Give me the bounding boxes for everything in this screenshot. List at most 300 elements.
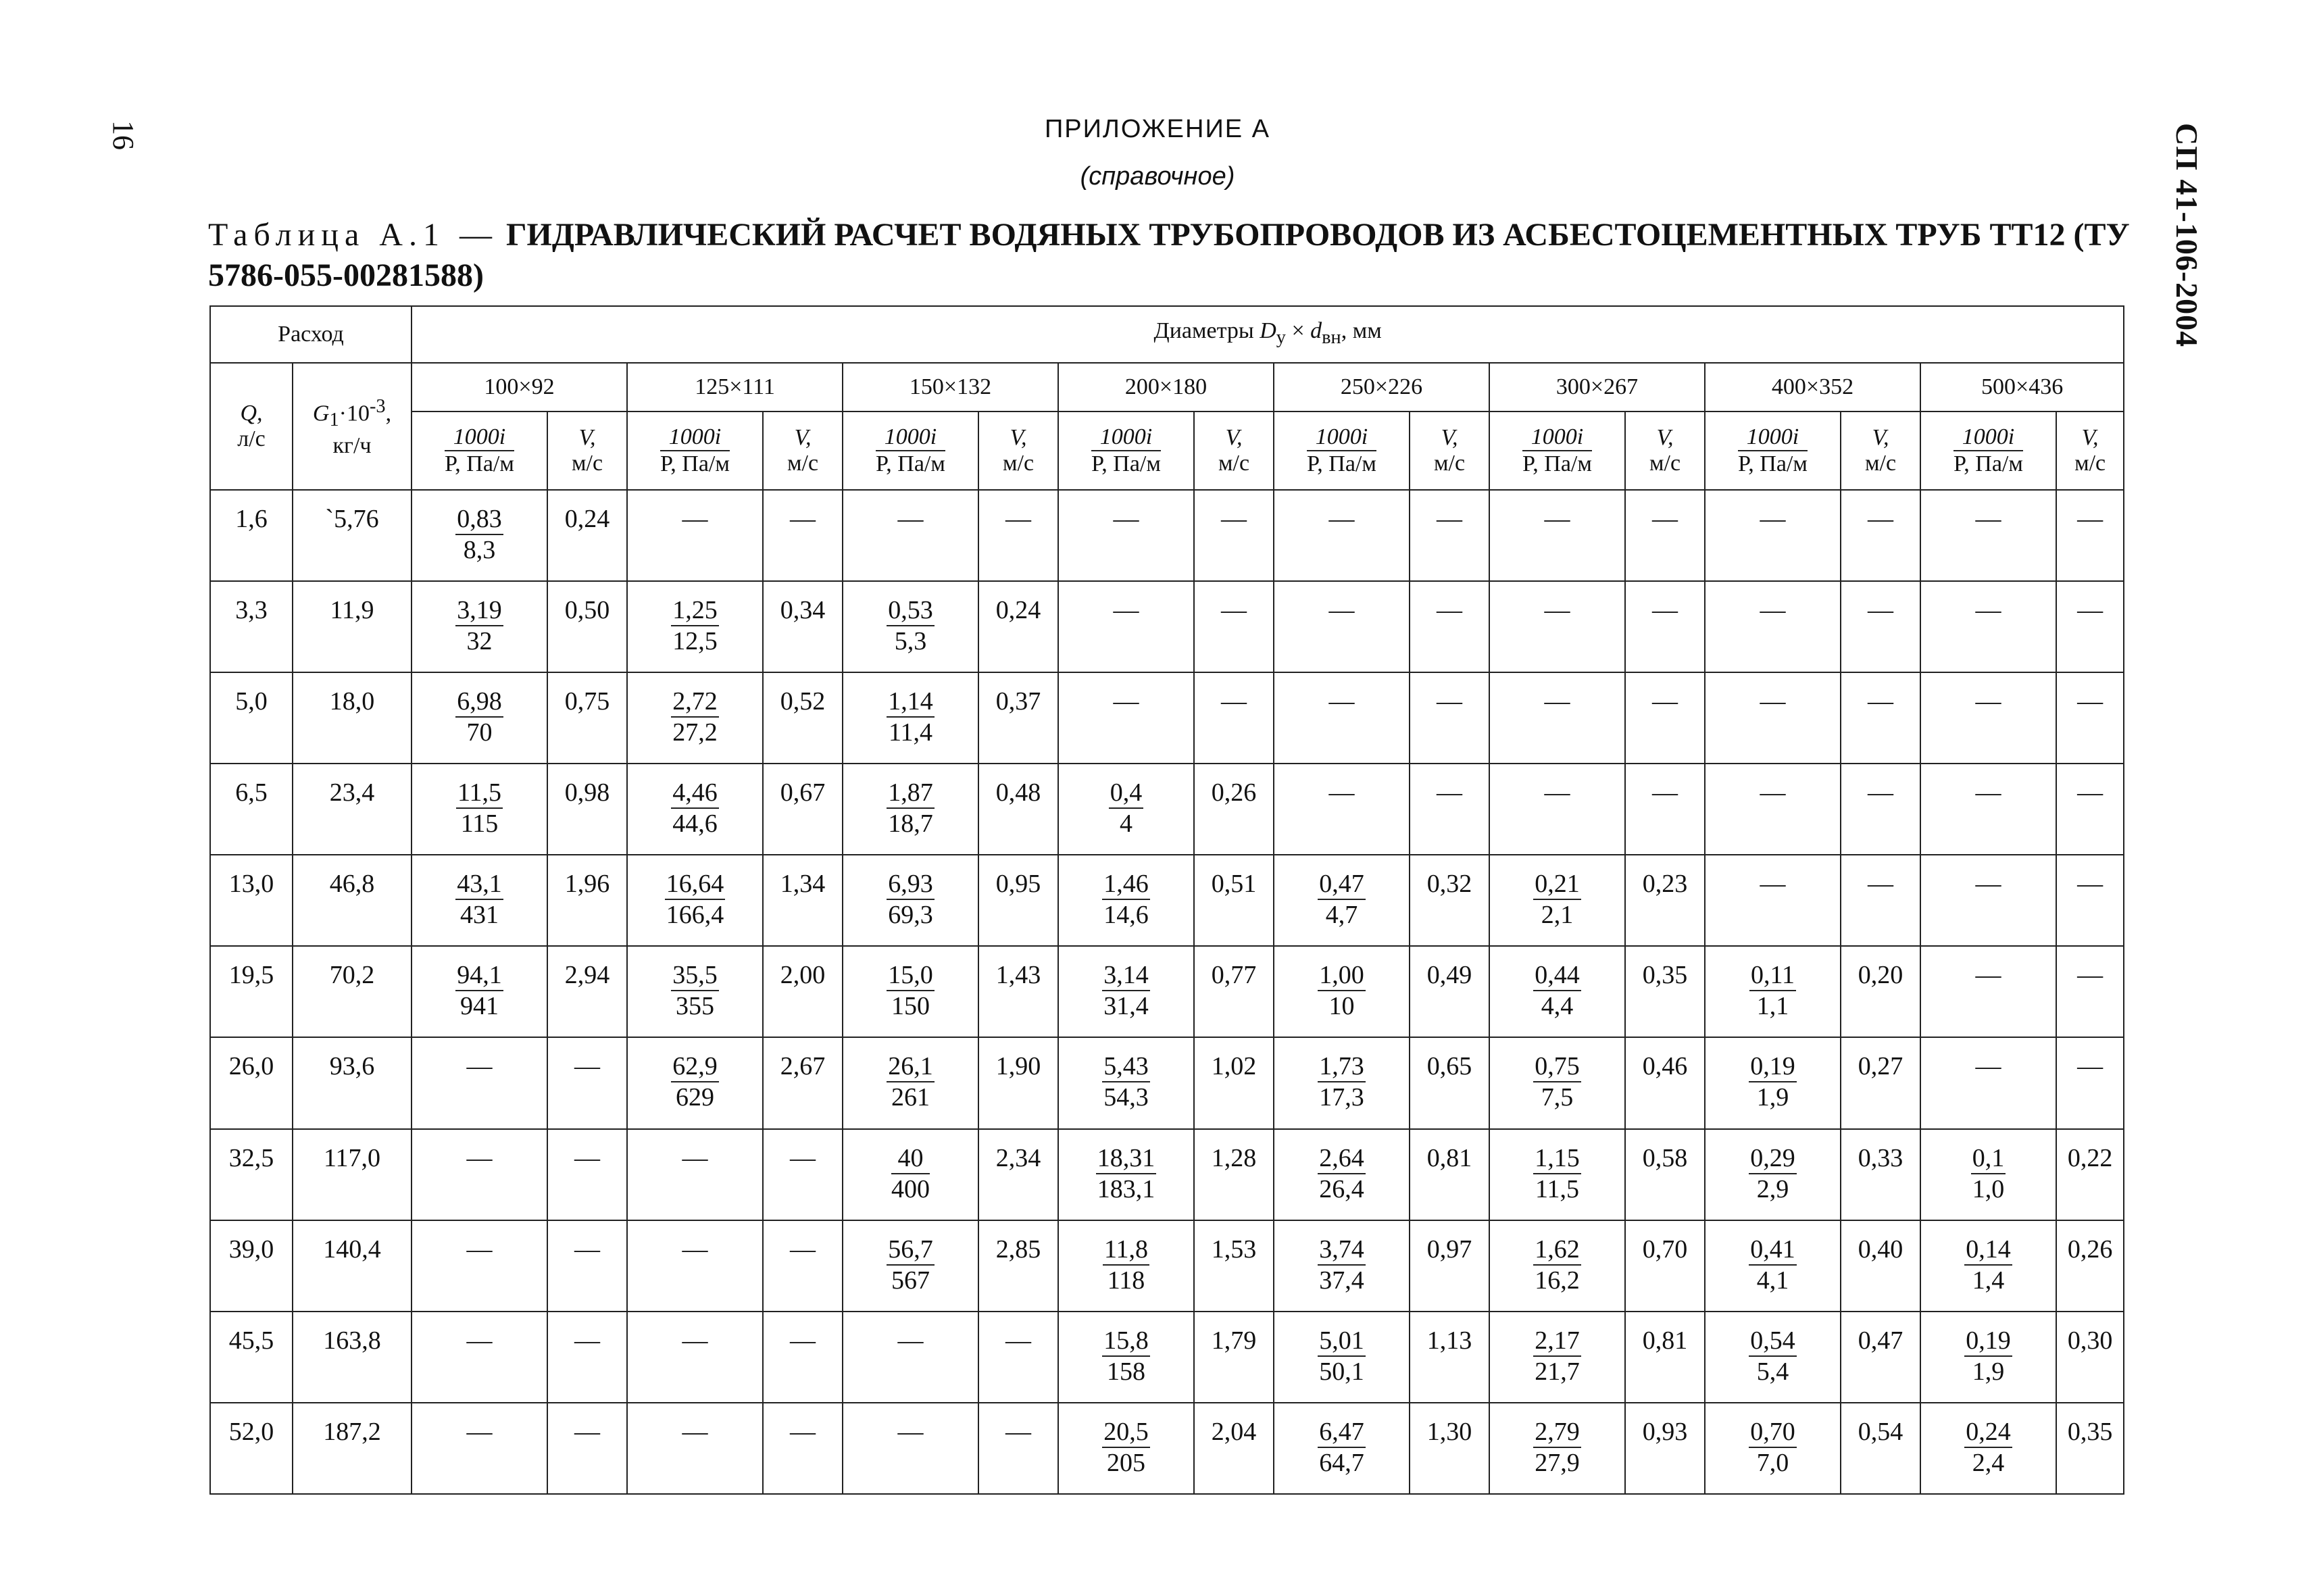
loss-fraction — [1318, 1417, 1366, 1478]
q-unit: л/с — [237, 426, 266, 451]
loss-pa-per-m: 7,0 — [1756, 1448, 1789, 1477]
loss-pa-per-m: 629 — [676, 1083, 715, 1112]
loss-fraction — [1533, 960, 1581, 1021]
pressure-loss-cell — [627, 1129, 763, 1220]
header-frac-den: P, Па/м — [1953, 451, 2023, 476]
pressure-loss-cell — [843, 764, 978, 855]
pressure-loss-cell — [1705, 764, 1841, 855]
loss-fraction — [455, 687, 503, 747]
pressure-loss-cell — [412, 672, 547, 764]
empty-dash: — — [1544, 778, 1570, 807]
loss-pa-per-m: 4,7 — [1325, 901, 1358, 930]
loss-fraction — [1102, 1326, 1150, 1387]
loss-1000i: 35,5 — [671, 960, 719, 991]
header-frac-num: 1000i — [1091, 424, 1161, 451]
pressure-loss-cell — [1705, 1312, 1841, 1403]
empty-dash: — — [466, 1326, 493, 1355]
loss-pa-per-m: 11,4 — [888, 718, 933, 747]
empty-dash: — — [1544, 687, 1570, 716]
velocity-cell: 0,47 — [1841, 1312, 1920, 1403]
flow-g-cell: 11,9 — [293, 581, 412, 672]
velocity-header — [1625, 412, 1705, 490]
velocity-cell: 0,23 — [1625, 855, 1705, 946]
loss-fraction — [1533, 1051, 1581, 1112]
loss-1000i: 3,14 — [1102, 960, 1150, 991]
pressure-loss-cell — [1058, 581, 1194, 672]
loss-pa-per-m: 166,4 — [666, 901, 724, 930]
flow-q-cell: 45,5 — [210, 1312, 293, 1403]
flow-group-header: Расход — [210, 306, 412, 363]
empty-dash: — — [1975, 870, 2001, 899]
pressure-loss-cell — [843, 1403, 978, 1494]
pressure-loss-cell — [1920, 581, 2056, 672]
pressure-loss-cell — [1489, 946, 1625, 1037]
loss-1000i: 1,00 — [1318, 960, 1366, 991]
header-row-3 — [210, 412, 2124, 490]
empty-dash: — — [682, 1235, 708, 1264]
velocity-cell: 0,26 — [2056, 1220, 2124, 1312]
velocity-cell: — — [763, 1403, 843, 1494]
velocity-label: V, — [578, 425, 596, 450]
loss-pa-per-m: 18,7 — [888, 809, 933, 839]
velocity-cell: 0,48 — [978, 764, 1058, 855]
pressure-loss-cell — [1489, 855, 1625, 946]
pressure-loss-cell — [627, 490, 763, 581]
loss-1000i: 1,14 — [887, 687, 935, 718]
loss-1000i: 11,8 — [1103, 1235, 1149, 1266]
loss-pa-per-m: 64,7 — [1319, 1448, 1364, 1477]
header-row-1 — [210, 306, 2124, 363]
header-frac-num: 1000i — [876, 424, 945, 451]
velocity-cell: — — [2056, 764, 2124, 855]
q-label: Q, — [240, 401, 263, 426]
velocity-cell: 1,96 — [547, 855, 627, 946]
loss-fraction — [671, 687, 719, 747]
pressure-loss-cell — [1274, 764, 1410, 855]
pressure-loss-header — [843, 412, 978, 490]
velocity-cell: 0,70 — [1625, 1220, 1705, 1312]
loss-pa-per-m: 8,3 — [463, 536, 496, 564]
loss-pa-per-m: 158 — [1107, 1357, 1146, 1386]
loss-fraction — [455, 869, 503, 930]
loss-1000i: 62,9 — [671, 1051, 719, 1082]
velocity-header — [1841, 412, 1920, 490]
empty-dash: — — [466, 1235, 493, 1264]
pressure-loss-cell — [1058, 946, 1194, 1037]
loss-fraction — [671, 595, 719, 656]
pressure-loss-header — [1274, 412, 1410, 490]
loss-1000i: 56,7 — [887, 1235, 935, 1266]
loss-pa-per-m: 355 — [676, 992, 715, 1021]
velocity-unit: м/с — [1649, 451, 1681, 476]
table-row — [210, 1129, 2124, 1220]
pressure-loss-cell — [1489, 1312, 1625, 1403]
velocity-cell: 0,24 — [547, 490, 627, 581]
pressure-loss-cell — [412, 855, 547, 946]
loss-fraction — [1318, 960, 1366, 1021]
diam-D-sub: y — [1276, 326, 1286, 348]
loss-1000i: 1,25 — [671, 595, 719, 626]
flow-q-cell: 19,5 — [210, 946, 293, 1037]
loss-fraction — [887, 960, 935, 1021]
pressure-loss-cell — [1274, 672, 1410, 764]
loss-1000i: 1,46 — [1102, 869, 1150, 900]
loss-fraction — [1096, 1143, 1157, 1204]
pressure-loss-cell — [1489, 764, 1625, 855]
velocity-cell: — — [2056, 946, 2124, 1037]
loss-fraction — [887, 1051, 935, 1112]
empty-dash: — — [1975, 961, 2001, 990]
empty-dash: — — [1975, 778, 2001, 807]
pressure-loss-cell — [1920, 764, 2056, 855]
velocity-header — [547, 412, 627, 490]
empty-dash: — — [1113, 687, 1139, 716]
pressure-loss-cell — [627, 1403, 763, 1494]
header-frac-num: 1000i — [1953, 424, 2023, 451]
velocity-cell: — — [1841, 581, 1920, 672]
pressure-loss-cell — [1274, 490, 1410, 581]
loss-fraction — [1102, 960, 1150, 1021]
loss-fraction — [1109, 778, 1144, 839]
loss-fraction — [887, 687, 935, 747]
pressure-loss-cell — [1705, 946, 1841, 1037]
flow-g-cell: 70,2 — [293, 946, 412, 1037]
loss-fraction — [1749, 1051, 1797, 1112]
loss-pa-per-m: 1,1 — [1756, 992, 1789, 1021]
velocity-cell: — — [1625, 672, 1705, 764]
pressure-loss-cell — [1920, 490, 2056, 581]
loss-fraction — [1318, 869, 1366, 930]
table-row — [210, 1037, 2124, 1128]
pressure-loss-cell — [1705, 1403, 1841, 1494]
flow-g-cell: 117,0 — [293, 1129, 412, 1220]
loss-fraction — [1749, 1417, 1797, 1478]
velocity-cell: 0,67 — [763, 764, 843, 855]
loss-pa-per-m: 183,1 — [1097, 1174, 1155, 1203]
loss-fraction — [1102, 869, 1150, 930]
header-fraction — [876, 424, 945, 477]
pressure-loss-header — [1058, 412, 1194, 490]
header-row-2 — [210, 363, 2124, 412]
velocity-cell: — — [978, 490, 1058, 581]
g-sub: 1 — [329, 409, 339, 431]
loss-fraction — [1318, 1235, 1366, 1295]
loss-1000i: 43,1 — [455, 869, 503, 900]
flow-q-cell: 32,5 — [210, 1129, 293, 1220]
loss-1000i: 6,98 — [455, 687, 503, 718]
loss-pa-per-m: 205 — [1107, 1448, 1146, 1477]
flow-q-cell: 52,0 — [210, 1403, 293, 1494]
empty-dash: — — [1113, 505, 1139, 533]
loss-1000i: 40 — [891, 1143, 930, 1174]
loss-1000i: 0,47 — [1318, 869, 1366, 900]
loss-pa-per-m: 14,6 — [1103, 901, 1149, 930]
velocity-cell: — — [547, 1220, 627, 1312]
loss-1000i: 11,5 — [456, 778, 503, 809]
header-frac-num: 1000i — [1738, 424, 1808, 451]
loss-fraction — [1102, 1417, 1150, 1478]
header-fraction — [1738, 424, 1808, 477]
loss-1000i: 0,1 — [1971, 1143, 2006, 1174]
velocity-cell: 2,67 — [763, 1037, 843, 1128]
diameter-header: 150×132 — [843, 363, 1058, 412]
appendix-title: ПРИЛОЖЕНИЕ А — [1044, 115, 1271, 143]
empty-dash: — — [1975, 505, 2001, 533]
velocity-cell: 0,35 — [2056, 1403, 2124, 1494]
loss-1000i: 1,87 — [887, 778, 935, 809]
pressure-loss-cell — [1489, 1129, 1625, 1220]
loss-fraction — [1533, 1235, 1581, 1295]
pressure-loss-cell — [1920, 1312, 2056, 1403]
empty-dash: — — [1328, 596, 1355, 625]
loss-1000i: 0,53 — [887, 595, 935, 626]
g-mult: ·10 — [339, 401, 370, 426]
pressure-loss-cell — [1705, 1129, 1841, 1220]
velocity-cell: — — [2056, 672, 2124, 764]
velocity-cell: — — [1410, 490, 1489, 581]
flow-g-cell: 18,0 — [293, 672, 412, 764]
velocity-cell: 1,30 — [1410, 1403, 1489, 1494]
loss-1000i: 0,70 — [1749, 1417, 1797, 1448]
header-frac-num: 1000i — [445, 424, 514, 451]
empty-dash: — — [466, 1143, 493, 1172]
loss-1000i: 0,11 — [1749, 960, 1796, 991]
velocity-cell: 0,26 — [1194, 764, 1274, 855]
velocity-label: V, — [1872, 425, 1889, 450]
pressure-loss-cell — [1705, 490, 1841, 581]
velocity-cell: — — [763, 490, 843, 581]
loss-pa-per-m: 4,1 — [1756, 1266, 1789, 1295]
velocity-cell: — — [1625, 490, 1705, 581]
pressure-loss-cell — [1705, 1037, 1841, 1128]
velocity-cell: — — [2056, 1037, 2124, 1128]
loss-1000i: 1,15 — [1533, 1143, 1581, 1174]
flow-q-cell: 5,0 — [210, 672, 293, 764]
pressure-loss-cell — [412, 1403, 547, 1494]
diameter-header: 250×226 — [1274, 363, 1489, 412]
loss-fraction — [665, 869, 726, 930]
pressure-loss-cell — [1274, 855, 1410, 946]
loss-pa-per-m: 70 — [466, 718, 493, 747]
loss-pa-per-m: 115 — [460, 809, 499, 839]
g-exp: -3 — [369, 395, 386, 417]
flow-g-cell: 140,4 — [293, 1220, 412, 1312]
empty-dash: — — [897, 1326, 924, 1355]
velocity-cell: 1,34 — [763, 855, 843, 946]
loss-pa-per-m: 941 — [460, 992, 499, 1021]
velocity-cell: 0,77 — [1194, 946, 1274, 1037]
loss-pa-per-m: 27,9 — [1535, 1448, 1580, 1477]
loss-pa-per-m: 11,5 — [1535, 1174, 1580, 1203]
velocity-cell: 0,58 — [1625, 1129, 1705, 1220]
diameter-header: 200×180 — [1058, 363, 1274, 412]
loss-1000i: 0,75 — [1533, 1051, 1581, 1082]
header-frac-den: P, Па/м — [660, 451, 730, 476]
table-row — [210, 672, 2124, 764]
empty-dash: — — [682, 1417, 708, 1446]
loss-1000i: 0,14 — [1964, 1235, 2012, 1266]
empty-dash: — — [682, 1326, 708, 1355]
pressure-loss-cell — [1489, 490, 1625, 581]
pressure-loss-cell — [1705, 672, 1841, 764]
loss-1000i: 0,44 — [1533, 960, 1581, 991]
header-frac-den: P, Па/м — [1738, 451, 1808, 476]
loss-1000i: 0,21 — [1533, 869, 1581, 900]
velocity-unit: м/с — [1218, 451, 1250, 476]
pressure-loss-cell — [843, 1220, 978, 1312]
header-frac-den: P, Па/м — [445, 451, 514, 476]
loss-pa-per-m: 2,9 — [1756, 1174, 1789, 1203]
loss-pa-per-m: 32 — [466, 627, 493, 656]
table-row — [210, 855, 2124, 946]
flow-q-cell: 13,0 — [210, 855, 293, 946]
pressure-loss-cell — [412, 490, 547, 581]
pressure-loss-cell — [1058, 1129, 1194, 1220]
loss-pa-per-m: 16,2 — [1535, 1266, 1580, 1295]
loss-1000i: 3,74 — [1318, 1235, 1366, 1266]
loss-1000i: 3,19 — [455, 595, 503, 626]
pressure-loss-cell — [1058, 490, 1194, 581]
loss-pa-per-m: 26,4 — [1319, 1174, 1364, 1203]
loss-1000i: 5,43 — [1102, 1051, 1150, 1082]
pressure-loss-cell — [412, 581, 547, 672]
flow-q-cell: 39,0 — [210, 1220, 293, 1312]
pressure-loss-cell — [412, 946, 547, 1037]
empty-dash: — — [1975, 687, 2001, 716]
velocity-cell: — — [763, 1312, 843, 1403]
velocity-cell: — — [1194, 581, 1274, 672]
caption-prefix: Таблица А.1 — — [208, 217, 498, 253]
loss-1000i: 15,8 — [1102, 1326, 1150, 1357]
velocity-cell: — — [1194, 490, 1274, 581]
loss-1000i: 1,73 — [1318, 1051, 1366, 1082]
loss-1000i: 15,0 — [887, 960, 935, 991]
velocity-cell: 1,53 — [1194, 1220, 1274, 1312]
velocity-header — [978, 412, 1058, 490]
velocity-cell: 2,00 — [763, 946, 843, 1037]
velocity-cell: 0,95 — [978, 855, 1058, 946]
diameter-header: 125×111 — [627, 363, 843, 412]
diameter-header: 500×436 — [1920, 363, 2124, 412]
velocity-cell: — — [2056, 581, 2124, 672]
loss-fraction — [456, 778, 503, 839]
diam-D: D — [1260, 318, 1276, 344]
pressure-loss-cell — [843, 855, 978, 946]
loss-fraction — [1318, 1143, 1366, 1204]
velocity-cell: — — [1841, 672, 1920, 764]
empty-dash: — — [1975, 1052, 2001, 1081]
pressure-loss-cell — [1274, 1403, 1410, 1494]
empty-dash: — — [1760, 596, 1786, 625]
diam-d: d — [1310, 318, 1322, 344]
velocity-label: V, — [1010, 425, 1027, 450]
pressure-loss-cell — [1705, 1220, 1841, 1312]
velocity-cell: — — [763, 1220, 843, 1312]
velocity-label: V, — [1225, 425, 1243, 450]
velocity-cell: 0,75 — [547, 672, 627, 764]
flow-q-cell: 26,0 — [210, 1037, 293, 1128]
header-fraction — [1522, 424, 1592, 477]
empty-dash: — — [897, 505, 924, 533]
header-frac-num: 1000i — [1522, 424, 1592, 451]
pressure-loss-header — [1920, 412, 2056, 490]
velocity-cell: 0,30 — [2056, 1312, 2124, 1403]
pressure-loss-cell — [627, 946, 763, 1037]
velocity-cell: — — [1625, 764, 1705, 855]
velocity-cell: 1,90 — [978, 1037, 1058, 1128]
velocity-cell: — — [547, 1129, 627, 1220]
velocity-cell: 1,13 — [1410, 1312, 1489, 1403]
loss-pa-per-m: 17,3 — [1319, 1083, 1364, 1112]
loss-pa-per-m: 261 — [891, 1083, 930, 1112]
loss-pa-per-m: 118 — [1107, 1266, 1145, 1295]
loss-pa-per-m: 10 — [1328, 992, 1355, 1021]
diam-d-sub: вн — [1322, 326, 1341, 348]
velocity-cell: 0,33 — [1841, 1129, 1920, 1220]
velocity-cell: — — [1194, 672, 1274, 764]
loss-fraction — [1749, 960, 1796, 1021]
velocity-cell: 0,52 — [763, 672, 843, 764]
pressure-loss-cell — [843, 1129, 978, 1220]
table-row — [210, 1312, 2124, 1403]
loss-fraction — [671, 960, 719, 1021]
velocity-cell: 0,24 — [978, 581, 1058, 672]
pressure-loss-cell — [1489, 1037, 1625, 1128]
empty-dash: — — [466, 1417, 493, 1446]
header-frac-den: P, Па/м — [876, 451, 945, 476]
diameter-header: 400×352 — [1705, 363, 1920, 412]
empty-dash: — — [682, 505, 708, 533]
pressure-loss-cell — [1274, 1220, 1410, 1312]
velocity-cell: 1,28 — [1194, 1129, 1274, 1220]
loss-pa-per-m: 44,6 — [672, 809, 718, 839]
pressure-loss-header — [412, 412, 547, 490]
header-fraction — [1091, 424, 1161, 477]
pressure-loss-cell — [1058, 1220, 1194, 1312]
velocity-unit: м/с — [1433, 451, 1466, 476]
loss-pa-per-m: 1,9 — [1756, 1083, 1789, 1112]
loss-1000i: 4,46 — [671, 778, 719, 809]
pressure-loss-cell — [1058, 1403, 1194, 1494]
velocity-cell: 0,97 — [1410, 1220, 1489, 1312]
velocity-cell: 1,43 — [978, 946, 1058, 1037]
empty-dash: — — [682, 1143, 708, 1172]
loss-pa-per-m: 431 — [460, 901, 499, 930]
velocity-cell: 0,65 — [1410, 1037, 1489, 1128]
loss-1000i: 0,54 — [1749, 1326, 1797, 1357]
loss-pa-per-m: 567 — [891, 1266, 930, 1295]
g-label: G — [312, 401, 330, 426]
pressure-loss-cell — [1489, 1220, 1625, 1312]
velocity-cell: 0,81 — [1410, 1129, 1489, 1220]
header-fraction — [1953, 424, 2023, 477]
loss-1000i: 0,19 — [1964, 1326, 2012, 1357]
header-fraction — [1307, 424, 1376, 477]
velocity-unit: м/с — [1864, 451, 1897, 476]
empty-dash: — — [1544, 505, 1570, 533]
q-header — [210, 363, 293, 490]
pressure-loss-cell — [1058, 855, 1194, 946]
loss-1000i: 94,1 — [455, 960, 503, 991]
loss-fraction — [887, 1235, 935, 1295]
loss-fraction — [1533, 1326, 1581, 1387]
loss-1000i: 16,64 — [665, 869, 726, 900]
loss-pa-per-m: 69,3 — [888, 901, 933, 930]
loss-fraction — [1533, 869, 1581, 930]
flow-g-cell: 23,4 — [293, 764, 412, 855]
loss-pa-per-m: 7,5 — [1541, 1083, 1574, 1112]
pressure-loss-cell — [1920, 1129, 2056, 1220]
